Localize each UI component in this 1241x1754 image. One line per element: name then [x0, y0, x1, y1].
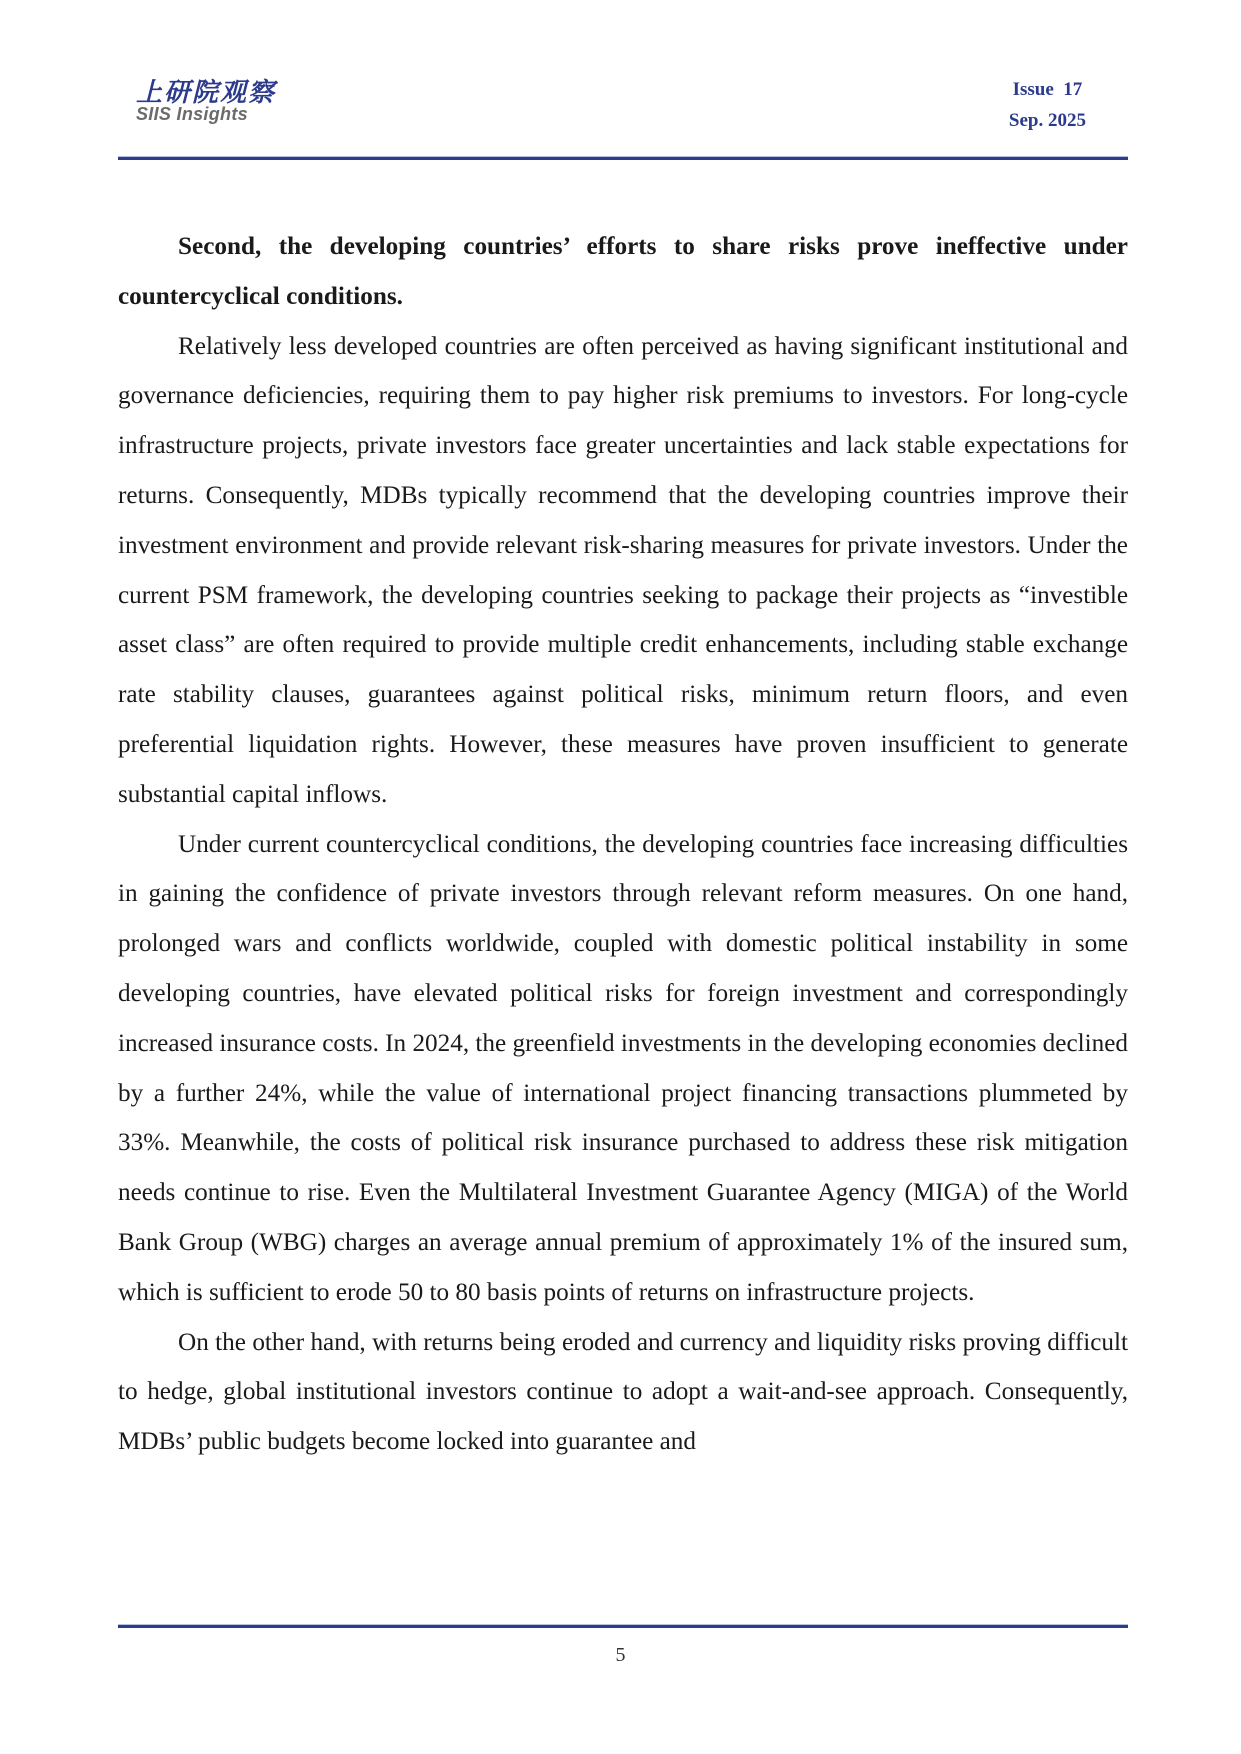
logo-english-title: SIIS Insights [136, 104, 248, 124]
issue-date: Sep. 2025 [1008, 110, 1086, 131]
section-heading: Second, the developing countries’ efforts to share risks prove ineffective under countercyclical conditions. [118, 233, 1128, 310]
footer-divider [118, 1625, 1128, 1628]
issue-info [1009, 74, 1086, 136]
issue-number: Issue 17 [1012, 79, 1083, 100]
logo-chinese-title: 上研院观察 [136, 78, 277, 108]
article-body [118, 222, 1128, 1467]
paragraph: Under current countercyclical conditions, the developing countries face increasing difficulties in gaining the confidence of private investors through relevant reform measures. On one hand, prolonged wars and conflicts worldwide, coupled with domestic political instability in some developing countries, have elevated political risks for foreign investment and correspondingly increased insurance costs. In 2024, the greenfield investments in the developing economies declined by a further 24%, while the value of international project financing transactions plummeted by 33%. Meanwhile, the costs of political risk insurance purchased to address these risk mitigation needs continue to rise. Even the Multilateral Investment Guarantee Agency (MIGA) of the World Bank Group (WBG) charges an average annual premium of approximately 1% of the insured sum, which is sufficient to erode 50 to 80 basis points of returns on infrastructure projects. [118, 830, 1128, 1306]
page-header [118, 70, 1128, 160]
header-divider [118, 157, 1128, 160]
paragraph: Relatively less developed countries are often perceived as having significant institutional and governance deficiencies, requiring them to pay higher risk premiums to investors. For long-cycle infrastructure projects, private investors face greater uncertainties and lack stable expectations for returns. Consequently, MDBs typically recommend that the developing countries improve their investment environment and provide relevant risk-sharing measures for private investors. Under the current PSM framework, the developing countries seeking to package their projects as “investible asset class” are often required to provide multiple credit enhancements, including stable exchange rate stability clauses, guarantees against political risks, minimum return floors, and even preferential liquidation rights. However, these measures have proven insufficient to generate substantial capital inflows. [118, 332, 1128, 808]
page-number: 5 [615, 1644, 626, 1666]
paragraph: On the other hand, with returns being eroded and currency and liquidity risks proving difficult to hedge, global institutional investors continue to adopt a wait-and-see approach. Consequently, MDBs’ public budgets become locked into guarantee and [118, 1328, 1128, 1456]
